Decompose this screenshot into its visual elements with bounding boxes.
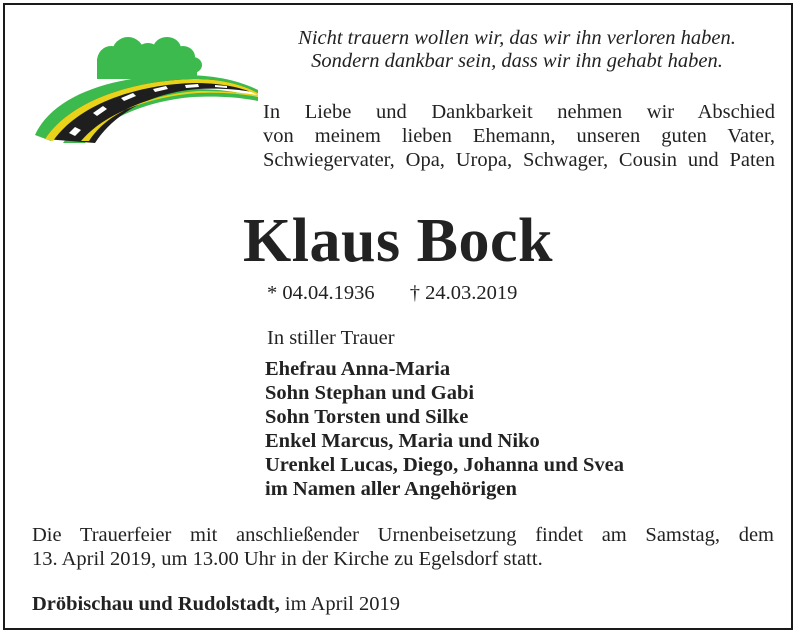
list-item: Sohn Stephan und Gabi [265,382,475,404]
list-item: Enkel Marcus, Maria und Niko [265,430,540,452]
places: Dröbischau und Rudolstadt, [32,593,280,615]
funeral-service-notice [32,523,774,571]
service-line: Die Trauerfeier mit anschließender Urnenbeisetzung findet am Samstag, dem [32,524,774,546]
deceased-name: Klaus Bock [243,207,553,275]
place-and-date [32,593,400,616]
farewell-line: In Liebe und Dankbarkeit nehmen wir Abschied [263,101,775,123]
mourning-label: In stiller Trauer [267,327,395,349]
quote-line: Nicht trauern wollen wir, das wir ihn verloren haben. [298,27,736,49]
list-item: Urenkel Lucas, Diego, Johanna und Svea [265,454,625,476]
list-item: Sohn Torsten und Silke [265,406,469,428]
farewell-line: von meinem lieben Ehemann, unseren guten Vater, [263,125,775,147]
memorial-quote [267,27,767,73]
mourners-list [265,357,624,501]
month-year: im April 2019 [284,593,400,615]
service-line: 13. April 2019, um 13.00 Uhr in der Kirche zu Egelsdorf statt. [32,548,543,570]
quote-line: Sondern dankbar sein, dass wir ihn gehabt haben. [311,50,723,72]
life-dates [267,282,517,305]
birth-date: * 04.04.1936 [267,282,375,304]
list-item: Ehefrau Anna-Maria [265,358,451,380]
obituary-card [3,3,793,630]
list-item: im Namen aller Angehörigen [265,478,517,500]
farewell-line: Schwiegervater, Opa, Uropa, Schwager, Cousin und Paten [263,149,775,171]
road-into-trees-icon [33,35,263,145]
farewell-text [263,100,775,172]
death-date: † 24.03.2019 [409,282,518,304]
